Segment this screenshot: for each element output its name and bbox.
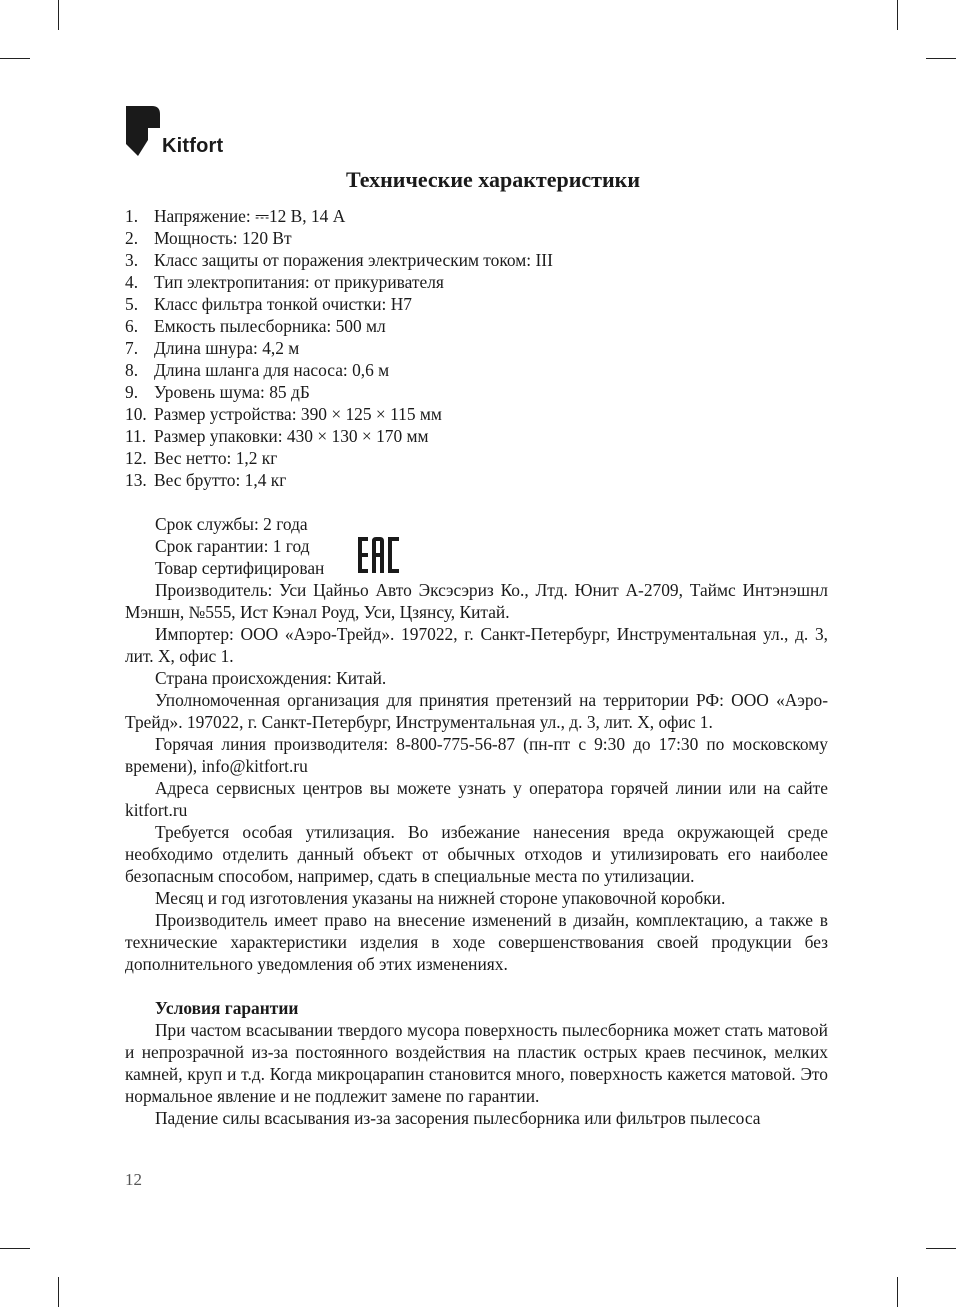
brand-name: Kitfort — [162, 135, 224, 157]
page-number: 12 — [125, 1170, 142, 1189]
warranty-heading: Условия гарантии — [155, 998, 299, 1018]
warranty-section — [125, 997, 828, 1129]
spec-item — [125, 381, 553, 403]
info-paragraph: Страна происхождения: Китай. — [155, 668, 387, 688]
spec-text: Размер упаковки: 430 × 130 × 170 мм — [154, 426, 429, 446]
spec-number: 3. — [125, 250, 139, 270]
spec-item — [125, 447, 553, 469]
spec-number: 8. — [125, 360, 139, 380]
info-paragraph: Уполномоченная организация для принятия претензий на территории РФ: ООО «Аэро-Трейд». 197022, г. Санкт-Петербург, Инструментальная ул., д. 3, лит. Х, офис 1. — [125, 690, 828, 732]
certification-block — [155, 513, 324, 579]
spec-text: Вес брутто: 1,4 кг — [154, 470, 287, 490]
crop-mark — [58, 1277, 59, 1307]
brand-logo — [126, 106, 223, 156]
eac-mark-icon — [358, 537, 400, 578]
spec-item — [125, 271, 553, 293]
spec-number: 5. — [125, 294, 139, 314]
spec-item — [125, 249, 553, 271]
spec-item — [125, 425, 553, 447]
warranty-paragraph: При частом всасывании твердого мусора поверхность пылесборника может стать матовой и непрозрачной из-за постоянного воздействия на пластик острых краев песчинок, мелких камней, круп и т.д. Когда микроцарапин становится много, поверхность кажется матовой. Это нормальное явление и не подлежит замене по гарантии. — [125, 1020, 828, 1106]
spec-number: 9. — [125, 382, 139, 402]
spec-text: Длина шланга для насоса: 0,6 м — [154, 360, 390, 380]
crop-mark — [897, 0, 898, 30]
info-paragraph: Импортер: ООО «Аэро-Трейд». 197022, г. Санкт-Петербург, Инструментальная ул., д. 3, лит. Х, офис 1. — [125, 624, 828, 666]
spec-text: Мощность: 120 Вт — [154, 228, 292, 248]
page-title: Технические характеристики — [345, 167, 641, 192]
kitfort-logo-icon — [126, 106, 160, 156]
warranty-period: Срок гарантии: 1 год — [155, 536, 310, 556]
info-paragraph: Производитель: Уси Цайньо Авто Эксэсэриз Ко., Лтд. Юнит A-2709, Таймс Интэнэшнл Мэншн, №555, Ист Кэнал Роуд, Уси, Цзянсу, Китай. — [125, 580, 828, 622]
crop-mark — [58, 0, 59, 30]
spec-text: Класс фильтра тонкой очистки: H7 — [154, 294, 412, 314]
spec-text: Класс защиты от поражения электрическим током: III — [154, 250, 553, 270]
spec-text: Длина шнура: 4,2 м — [154, 338, 300, 358]
spec-text: Напряжение: ⎓12 В, 14 А — [154, 206, 346, 226]
spec-text: Уровень шума: 85 дБ — [154, 382, 310, 402]
eac-logo — [358, 537, 400, 573]
spec-item — [125, 315, 553, 337]
crop-mark — [926, 1248, 956, 1249]
spec-text: Размер устройства: 390 × 125 × 115 мм — [154, 404, 442, 424]
spec-number: 2. — [125, 228, 139, 248]
spec-number: 1. — [125, 206, 139, 226]
spec-item — [125, 227, 553, 249]
crop-mark — [0, 1248, 30, 1249]
spec-number: 13. — [125, 470, 147, 490]
spec-item — [125, 205, 553, 227]
certified-label: Товар сертифицирован — [155, 558, 325, 578]
spec-text: Вес нетто: 1,2 кг — [154, 448, 278, 468]
service-life: Срок службы: 2 года — [155, 514, 308, 534]
spec-item — [125, 359, 553, 381]
warranty-paragraph: Падение силы всасывания из-за засорения пылесборника или фильтров пылесоса — [155, 1108, 761, 1128]
crop-mark — [926, 58, 956, 59]
info-paragraph: Адреса сервисных центров вы можете узнать у оператора горячей линии или на сайте kitfort.ru — [125, 778, 828, 820]
spec-number: 10. — [125, 404, 147, 424]
spec-item — [125, 403, 553, 425]
spec-text: Тип электропитания: от прикуривателя — [154, 272, 444, 292]
spec-number: 12. — [125, 448, 147, 468]
spec-number: 11. — [125, 426, 147, 446]
spec-number: 7. — [125, 338, 139, 358]
crop-mark — [897, 1277, 898, 1307]
info-paragraph: Требуется особая утилизация. Во избежание нанесения вреда окружающей среде необходимо отделить данный объект от обычных отходов и утилизировать его наиболее безопасным способом, например, сдать в специальные места по утилизации. — [125, 822, 828, 886]
spec-item — [125, 337, 553, 359]
info-paragraph: Месяц и год изготовления указаны на нижней стороне упаковочной коробки. — [155, 888, 726, 908]
spec-item — [125, 469, 553, 491]
spec-number: 4. — [125, 272, 139, 292]
spec-item — [125, 293, 553, 315]
info-paragraph: Горячая линия производителя: 8-800-775-56-87 (пн-пт с 9:30 до 17:30 по московскому времени), info@kitfort.ru — [125, 734, 828, 776]
info-paragraph: Производитель имеет право на внесение изменений в дизайн, комплектацию, а также в технические характеристики изделия в ходе совершенствования своей продукции без дополнительного уведомления об этих изменениях. — [125, 910, 828, 974]
crop-mark — [0, 58, 30, 59]
spec-text: Емкость пылесборника: 500 мл — [154, 316, 386, 336]
spec-number: 6. — [125, 316, 139, 336]
spec-list — [125, 205, 553, 491]
info-section — [125, 579, 828, 975]
